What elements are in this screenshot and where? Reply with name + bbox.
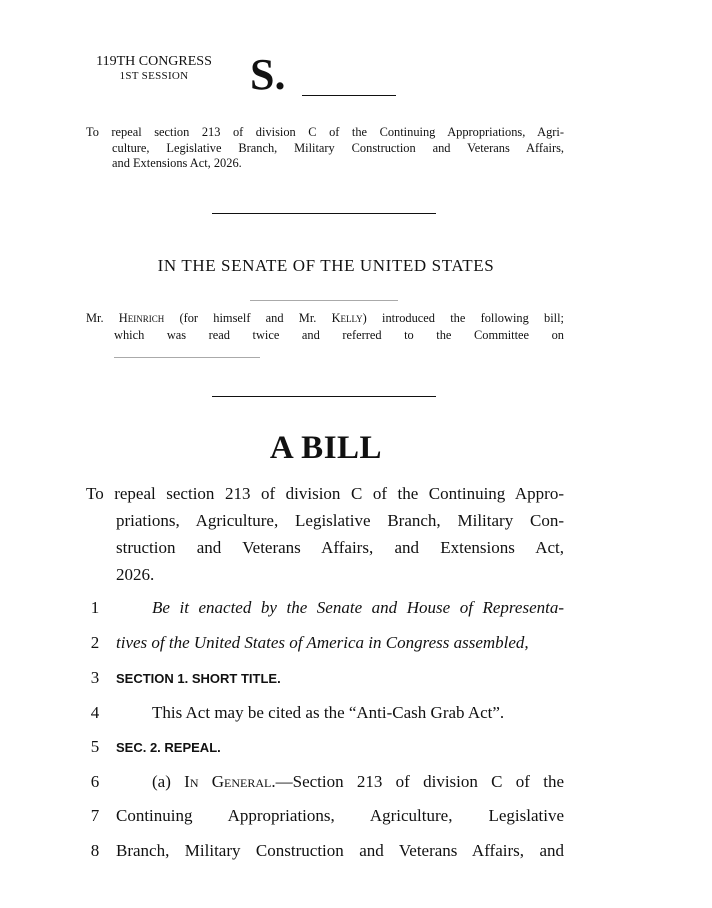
- body-line: [0, 703, 712, 733]
- short-title-text: This Act may be cited as the “Anti-Cash Grab Act”.: [152, 703, 505, 722]
- committee-blank-rule: [114, 357, 260, 358]
- long-title-line-2: priations, Agriculture, Legislative Branch, Military Con-: [116, 511, 564, 530]
- congress-label: 119TH CONGRESS: [96, 54, 212, 69]
- congress-session-block: [86, 54, 222, 84]
- line-number: 5: [90, 737, 100, 756]
- line-number: 8: [90, 841, 100, 860]
- long-title-line-3: struction and Veterans Affairs, and Extensions Act,: [116, 538, 564, 557]
- long-title: [86, 480, 564, 588]
- body-text-line-8: Branch, Military Construction and Veterans Affairs, and: [116, 841, 564, 860]
- body-line: [0, 841, 712, 871]
- line-number: 6: [90, 772, 100, 791]
- bill-title: A BILL: [269, 430, 383, 466]
- bill-prefix: S.: [250, 50, 286, 99]
- subsection-a-text: [116, 772, 564, 792]
- enacting-clause-line-1: Be it enacted by the Senate and House of Representa-: [152, 598, 564, 617]
- body-line: [0, 772, 712, 802]
- body-text-line-7: Continuing Appropriations, Agriculture, Legislative: [116, 806, 564, 825]
- short-description-line-1: To repeal section 213 of division C of the Continuing Appropriations, Agri-: [86, 125, 564, 139]
- intro-mid: (for himself and Mr.: [179, 311, 317, 325]
- line-number: 4: [90, 703, 100, 722]
- long-title-line-4: 2026.: [116, 565, 155, 584]
- short-description-line-2: culture, Legislative Branch, Military Construction and Veterans Affairs,: [112, 140, 564, 155]
- subsection-a-prefix: (a): [152, 772, 171, 791]
- bill-number-blank: [302, 95, 396, 96]
- body-line: [0, 633, 712, 663]
- senate-heading: IN THE SENATE OF THE UNITED STATES: [157, 256, 495, 275]
- body-line: [0, 668, 712, 698]
- intro-line-2: which was read twice and referred to the Committee on: [114, 328, 564, 342]
- section-1-heading: SECTION 1. SHORT TITLE.: [116, 671, 281, 686]
- line-number: 7: [90, 806, 100, 825]
- divider-rule-1: [212, 213, 436, 214]
- cosponsor-name: Kelly: [331, 311, 363, 325]
- short-description: [86, 125, 564, 172]
- divider-rule-2: [212, 396, 436, 397]
- subsection-a-body: .—Section 213 of division C of the: [271, 772, 564, 791]
- subsection-a-heading: In General: [184, 772, 272, 791]
- date-blank-rule: [250, 300, 398, 301]
- sponsor-name: Heinrich: [118, 311, 165, 325]
- line-number: 2: [90, 633, 100, 652]
- session-label: 1ST SESSION: [119, 70, 189, 82]
- long-title-line-1: To repeal section 213 of division C of the Continuing Appro-: [86, 484, 564, 503]
- short-description-line-3: and Extensions Act, 2026.: [112, 156, 242, 171]
- body-line: [0, 806, 712, 836]
- section-2-heading: SEC. 2. REPEAL.: [116, 740, 221, 755]
- introduction-text: [86, 310, 564, 344]
- intro-title: Mr.: [86, 311, 104, 325]
- enacting-clause-line-2: tives of the United States of America in Congress assembled,: [116, 633, 529, 652]
- body-line: [0, 598, 712, 628]
- body-line: [0, 737, 712, 767]
- line-number: 3: [90, 668, 100, 687]
- intro-rest: ) introduced the following bill;: [362, 311, 564, 325]
- line-number: 1: [90, 598, 100, 617]
